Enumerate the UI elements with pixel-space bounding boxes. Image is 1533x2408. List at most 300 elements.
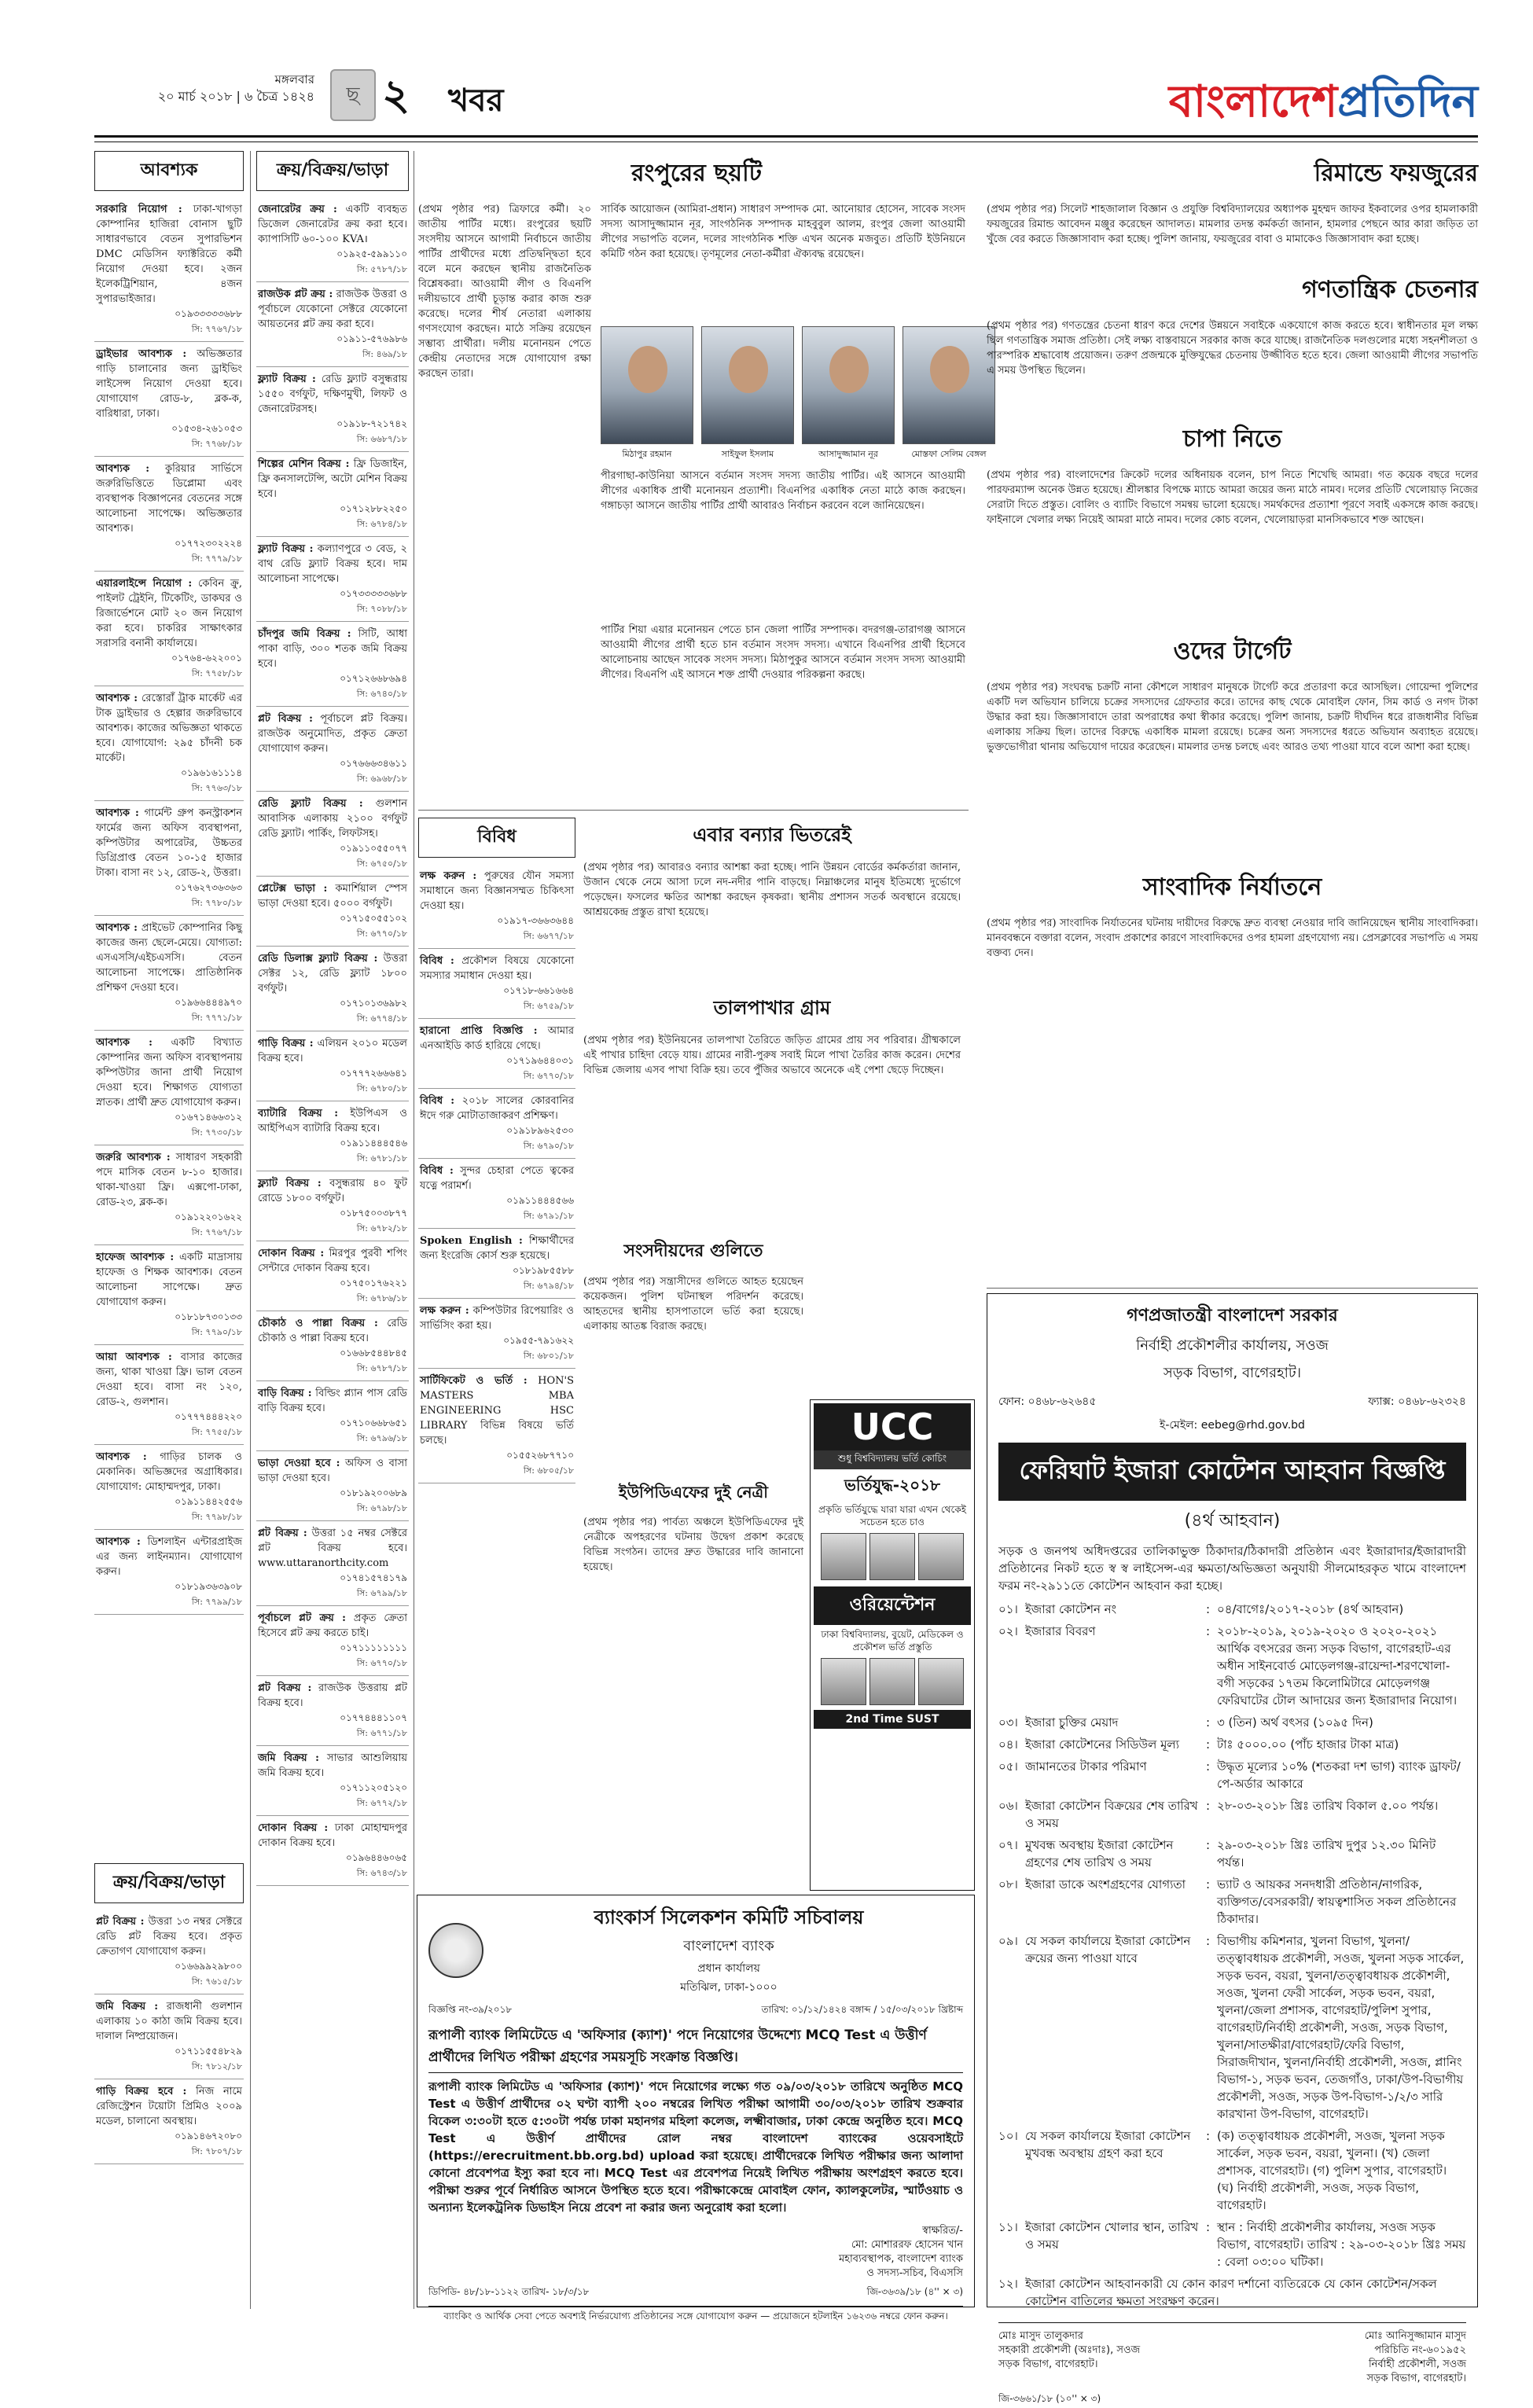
row-number: ১২।	[998, 2277, 1018, 2291]
row-separator: :	[1206, 2129, 1211, 2143]
ad-text: বিল্ডিং প্ল্যান পাস রেডি বাড়ি বিক্রয় হবে।	[258, 1388, 407, 1414]
ad-lead: ফ্ল্যাট বিক্রয় :	[258, 1178, 322, 1189]
ad-text: কম্পিউটার রিপেয়ারিং ও সার্ভিসিং করা হয়।	[420, 1305, 574, 1332]
signatory-office: সড়ক বিভাগ, বাগেরহাট।	[1366, 2373, 1466, 2384]
ad-text: কল্যাণপুরে ৩ বেড, ২ বাথ রেডি ফ্ল্যাট বিক্রয় হবে। দাম আলোচনা সাপেক্ষে।	[258, 543, 407, 585]
ad-code: সি: ৬৭৯০/১৮	[523, 1141, 574, 1151]
story-title: রংপুরের ছয়টি	[630, 160, 763, 187]
ad-lead: Spoken English :	[420, 1235, 523, 1247]
classified-ad	[94, 342, 244, 457]
ad-phone: ০১৭১৫০৫৫১০২	[340, 913, 407, 924]
row-value: ৩ (তিন) অর্থ বৎসর (১০৯৫ দিন)	[1217, 1715, 1373, 1730]
classified-ad	[256, 1311, 409, 1381]
column-divider	[250, 151, 251, 2309]
photo-caption: মোস্তফা সেলিম বেঙ্গল	[911, 449, 987, 459]
story-rangpur	[418, 151, 987, 803]
issue-date: ২০ মার্চ ২০১৮ | ৬ চৈত্র ১৪২৪	[157, 89, 314, 104]
story-title: এবার বন্যার ভিতরেই	[693, 823, 851, 846]
ad-lead: সরকারি নিয়োগ :	[96, 204, 182, 215]
classified-ad	[94, 1445, 244, 1530]
ad-text: একটি বিখ্যাত কোম্পানির জন্য অফিস ব্যবস্থাপনায় কম্পিউটার জানা প্রার্থী নিয়োগ দেওয়া হবে। শিক্ষাগত যোগ্যতা স্নাতক। প্রার্থী দ্রুত যোগাযোগ করুন।	[96, 1037, 242, 1108]
photo-caption: সাইফুল ইসলাম	[721, 449, 774, 459]
ad-phone: ০১৭৬২৭৩৬৩৬৩	[175, 882, 242, 893]
ad-lead: শিল্পের মেশিন বিক্রয় :	[258, 458, 350, 470]
row-separator: :	[1206, 1799, 1211, 1813]
classified-ad	[418, 949, 575, 1019]
ad-code: সি: ৬৭৭০/১৮	[356, 928, 407, 939]
row-label: যে সকল কার্যালয়ে ইজারা কোটেশন মুখবন্ধ অবস্থায় গ্রহণ করা হবে	[1025, 2129, 1191, 2160]
ad-lead: বিবিধ :	[420, 1095, 455, 1107]
classified-ad	[94, 1245, 244, 1345]
classified-ad	[256, 452, 409, 537]
classified-ad	[256, 622, 409, 707]
classified-ad	[418, 1299, 575, 1369]
ad-text: আমার এনআইডি কার্ড হারিয়ে গেছে।	[420, 1025, 574, 1052]
gov-sign-left	[998, 2329, 1140, 2386]
ad-text: অভিজ্ঞতার গাড়ি চালানোর জন্য ড্রাইভিং লাইসেন্স নিয়োগ দেওয়া হবে। যোগাযোগ রোড-৮, ব্লক-ক, বারিধারা, ঢাকা।	[96, 348, 242, 420]
ad-lead: ফ্ল্যাট বিক্রয় :	[258, 543, 314, 555]
classified-ad	[256, 367, 409, 452]
ad-phone: ০১৯১১৪৪৪৫৪৬	[340, 1138, 407, 1149]
student-photo	[869, 1658, 915, 1705]
ad-code: সি: ৬৭৭৪/১৮	[356, 1013, 407, 1024]
gov-table-row	[998, 1758, 1466, 1792]
gov-fax: ফ্যাক্স: ০৪৬৮-৬২৩২৪	[1368, 1395, 1466, 1408]
ad-lead: বিবিধ :	[420, 1165, 454, 1177]
ad-lead: ফ্ল্যাট বিক্রয় :	[258, 373, 316, 385]
ad-phone: ০১৭১১১১১১১১	[340, 1642, 407, 1653]
ad-phone: ০১৯১১৪৪৪৫৬৬	[506, 1195, 574, 1206]
ad-code: সি: ৭৭৯০/১৮	[191, 1327, 242, 1337]
classified-ad	[418, 864, 575, 949]
story-text: (প্রথম পৃষ্ঠার পর) সংঘবদ্ধ চক্রটি নানা কৌশলে সাধারণ মানুষকে টার্গেট করে প্রতারণা করে আসছিল। গোয়েন্দা পুলিশের একটি দল অভিযান চালিয়ে চক্রের সদস্যদের গ্রেফতার করে। তাদের কাছ থেকে মোবাইল ফোন, সিম কার্ড ও নগদ টাকা উদ্ধার করা হয়। জিজ্ঞাসাবাদে তারা অপরাধের কথা স্বীকার করেছে। পুলিশ জানায়, চক্রটি দীর্ঘদিন ধরে রাজধানীর বিভিন্ন এলাকায় সক্রিয় ছিল। তাদের বিরুদ্ধে একাধিক মামলা রয়েছে। চক্রের অন্য সদস্যদের ধরতে অভিযান অব্যাহত রয়েছে। ভুক্তভোগীরা থানায় অভিযোগ দায়ের করেছেন। মামলার তদন্ত চলছে এবং আরও তথ্য পাওয়া যাবে বলে আশা করা হচ্ছে।	[987, 682, 1478, 753]
story-text: (প্রথম পৃষ্ঠার পর) বাংলাদেশের ক্রিকেট দলের অধিনায়ক বলেন, চাপ নিতে শিখেছি আমরা। গত কয়েক বছরে দলের পারফরম্যান্স অনেক উন্নত হয়েছে। শ্রীলঙ্কার বিপক্ষে ম্যাচে আমরা জয়ের জন্য মাঠে নামব। দলের প্রতিটি খেলোয়াড় নিজের সেরাটা দিতে প্রস্তুত। বোলিং ও ব্যাটিং বিভাগে সমন্বয় ভালো হয়েছে। সমর্থকদের প্রত্যাশা পূরণে সবাই একসঙ্গে কাজ করছে। ফাইনালে খেলার লক্ষ্য নিয়েই আমরা মাঠে নামব। দলের কোচ বলেন, খেলোয়াড়রা মানসিকভাবে শক্ত আছেন।	[987, 469, 1478, 526]
notice-ref: বিজ্ঞপ্তি নং-৩৯/২০১৮	[428, 2004, 513, 2015]
section-logo-icon: ছ	[330, 69, 376, 121]
row-label: যে সকল কার্যালয়ে ইজারা কোটেশন ক্রয়ের জন্য পাওয়া যাবে	[1025, 1934, 1191, 1965]
ucc-text: ঢাকা বিশ্ববিদ্যালয়, বুয়েট, মেডিকেল ও প্রকৌশল ভর্তি প্রস্তুতি	[821, 1629, 964, 1653]
story-title: সংসদীয়দের গুলিতে	[623, 1241, 763, 1261]
ad-phone: ০১৭৭৪৪৪১১০৭	[340, 1712, 407, 1723]
ad-text: ঢাকা-খাগড়া কোম্পানির হাজিরা বোনাস ছুটি সাধারণভাবে বেতন সুপারভিশন DMC মেডিসিন ফ্যাক্টরিতে কর্মী নিয়োগ দেওয়া হবে। ২জন ইলেকট্রিশিয়ান, ৪জন সুপারভাইজার।	[96, 204, 242, 305]
signed-label: স্বাক্ষরিত/-	[922, 2225, 963, 2237]
classified-ad	[94, 1530, 244, 1615]
row-number: ০২।	[998, 1624, 1018, 1638]
gov-table-row	[998, 1797, 1466, 1832]
classified-ad	[94, 2079, 244, 2164]
photo-caption: মিঠাপুর রহমান	[622, 449, 672, 459]
story-title: ওদের টার্গেট	[1173, 638, 1292, 665]
row-number: ০৭।	[998, 1838, 1018, 1852]
ad-lead: বিবিধ :	[420, 955, 454, 967]
story-right	[601, 202, 987, 800]
student-photo	[821, 1533, 866, 1580]
ad-lead: জরুরি আবশ্যক :	[96, 1152, 171, 1164]
bank-office: প্রধান কার্যালয়	[697, 1962, 760, 1975]
student-photo	[918, 1658, 964, 1705]
row-separator: :	[1206, 1624, 1211, 1638]
ad-lead: রাজউক প্লট ক্রয় :	[258, 289, 333, 300]
row-label: ইজারা ডাকে অংশগ্রহণের যোগ্যতা	[1025, 1877, 1186, 1891]
ad-text: কুরিয়ার সার্ভিসে জরুরিভিত্তিতে ডিপ্লোমা এবং ব্যবস্থাপক বিজ্ঞাপনের বেতনের সঙ্গে আলোচনা সাপেক্ষে। অভিজ্ঞতার আবশ্যক।	[96, 463, 242, 535]
classified-ad	[256, 1101, 409, 1171]
ad-lead: লক্ষ করুন :	[420, 1305, 469, 1317]
ad-text: গার্মেন্ট গ্রুপ কনস্ট্রাকশন ফার্মের জন্য অফিস ব্যবস্থাপনা, কম্পিউটার অপারেটর, উচ্চতর ডিগ্রিপ্রাপ্ত বেতন ১০-১৫ হাজার টাকা। বাসা নং ১২, রোড-২, উত্তরা।	[96, 807, 242, 879]
student-photo	[821, 1658, 866, 1705]
person-image	[601, 326, 693, 444]
ad-code: সি: ৭৭৫৮/১৮	[191, 668, 242, 678]
ad-phone: ০১৭৩৩৩৩৩৬৮৮	[340, 588, 407, 599]
ad-phone: ০১৭১২৮৮২২৫০	[340, 503, 407, 514]
ucc-banner: ওরিয়েন্টেশন	[814, 1586, 971, 1625]
ad-lead: আবশ্যক :	[96, 1451, 147, 1463]
row-number: ০৪।	[998, 1737, 1018, 1752]
story-title: সাংবাদিক নির্যাতনে	[1142, 873, 1322, 901]
gov-table-row	[998, 1714, 1466, 1731]
row-value: (ক) তত্ত্বাবধায়ক প্রকৌশলী, সওজ, খুলনা সড়ক সার্কেল, সড়ক ভবন, বয়রা, খুলনা। (খ) জেলা প্রশাসক, বাগেরহাট। (গ) পুলিশ সুপার, বাগেরহাট। (ঘ) নির্বাহী প্রকৌশলী, সওজ, সড়ক বিভাগ, বাগেরহাট।	[1217, 2129, 1447, 2212]
gov-table-row	[998, 1623, 1466, 1709]
classified-ad	[256, 707, 409, 792]
ad-phone: ০১৯৬৪৪৬০৬৫	[346, 1852, 407, 1863]
ad-lead: রেডি ফ্ল্যাট বিক্রয় :	[258, 798, 363, 810]
ad-lead: জমি বিক্রয় :	[96, 2001, 159, 2013]
ad-phone: ০১৭১১৫৫৪৮২৯	[175, 2046, 242, 2057]
ad-phone: ০১৯৩৩৩৩৩৬৮৮	[175, 308, 242, 319]
classified-ad	[256, 1171, 409, 1241]
ad-lead: প্লট বিক্রয় :	[258, 713, 313, 725]
bank-recruitment-notice	[417, 1895, 975, 2322]
ad-lead: জমি বিক্রয় :	[258, 1752, 319, 1764]
ucc-tagline: শুধু বিশ্ববিদ্যালয় ভর্তি কোচিং	[814, 1450, 971, 1469]
row-number: ০৫।	[998, 1759, 1018, 1774]
row-value: বিভাগীয় কমিশনার, খুলনা বিভাগ, খুলনা/তত্ত্বাবধায়ক প্রকৌশলী, সওজ, খুলনা সড়ক সার্কেল, সড়ক ভবন, বয়রা, খুলনা/তত্ত্বাবধায়ক প্রকৌশলী, সওজ, খুলনা ফেরী সার্কেল, সড়ক ভবন, বয়রা, খুলনা/জেলা প্রশাসক, বাগেরহাট/পুলিশ সুপার, বাগেরহাট/নির্বাহী প্রকৌশলী, সওজ, সড়ক বিভাগ, খুলনা/সাতক্ষীরা/বাগেরহাট/ফেরি বিভাগ, সিরাজদীখান, খুলনা/নির্বাহী প্রকৌশলী, সওজ, প্লানিং বিভাগ-১, সড়ক ভবন, তেজগাঁও, ঢাকা/উপ-বিভাগীয় প্রকৌশলী, সওজ, সড়ক উপ-বিভাগ-১/২/৩ সারি কারখানা উপ-বিভাগ, বাগেরহাট।	[1217, 1934, 1465, 2121]
classified-ad	[256, 1241, 409, 1311]
ad-code: সি: ৬৯৬৮/১৮	[356, 774, 407, 784]
ad-lead: চৌকাঠ ও পাল্লা বিক্রয় :	[258, 1318, 378, 1329]
classified-ad	[256, 947, 409, 1031]
ad-code: জি-৩৬৩৯/১৮ (৪'' × ৩)	[866, 2286, 963, 2297]
classified-list	[256, 197, 409, 1886]
story-ode	[987, 629, 1478, 857]
ad-phone: ০১৬৭১৪৬৬৩১২	[175, 1112, 242, 1123]
person-image	[701, 326, 794, 444]
gov-phone: ফোন: ০৪৬৮-৬২৬৪৫	[998, 1395, 1097, 1408]
classified-list	[94, 197, 244, 1615]
ad-lead: রেডি ডিলাক্স ফ্ল্যাট বিক্রয় :	[258, 953, 378, 965]
ad-text: সুন্দর চেহারা পেতে ত্বকের যত্নে পরামর্শ।	[420, 1165, 575, 1192]
ad-phone: ০১৯৬১৬১১১৪	[181, 767, 242, 778]
ad-phone: ০১৭৬৬৬৩৪৬১১	[340, 758, 407, 769]
ad-phone: ০১৮১৯৩৬৩৯০৮	[175, 1581, 242, 1592]
photo-row	[601, 326, 987, 462]
classified-ad	[256, 537, 409, 622]
ad-phone: ০১৯১৭-৩৬৬৩৬৪৪	[497, 915, 574, 926]
signatory-name: মো: মোশাররফ হোসেন খান	[851, 2239, 963, 2251]
ad-code: সি: ৭৭৯৯/১৮	[191, 1597, 242, 1607]
ad-text: রাজধানী গুলশান এলাকায় ১০ কাঠা জমি বিক্রয় হবে। দালাল নিষ্প্রয়োজন।	[96, 2001, 243, 2042]
ucc-logo: UCC	[814, 1403, 971, 1450]
story-text: (প্রথম পৃষ্ঠার পর) গণতন্ত্রের চেতনা ধারণ করে দেশের উন্নয়নে সবাইকে একযোগে কাজ করতে হবে। স্বাধীনতার মূল লক্ষ্য ছিল গণতান্ত্রিক সমাজ প্রতিষ্ঠা। সেই লক্ষ্য বাস্তবায়নে সরকার কাজ করে যাচ্ছে। রাজনৈতিক দলগুলোর মধ্যে সহনশীলতা ও পারস্পরিক শ্রদ্ধাবোধ প্রয়োজন। তরুণ প্রজন্মকে মুক্তিযুদ্ধের চেতনায় উজ্জীবিত হতে হবে। জেলা আওয়ামী লীগের সভাপতি এ সময় উপস্থিত ছিলেন।	[987, 320, 1478, 377]
portrait-photo	[601, 326, 693, 462]
classified-list	[418, 864, 575, 1483]
bangladesh-bank-seal-icon	[428, 1923, 483, 1978]
ad-phone: ০১৮৭৫০০৩৮৭৭	[340, 1208, 407, 1219]
ad-text: ডিশলাইন এন্টারপ্রাইজ এর জন্য লাইনম্যান। যোগাযোগ করুন।	[96, 1536, 243, 1578]
classified-ad	[94, 1994, 244, 2079]
story-text: সার্বিক আয়োজন (আমিরা-প্রধান) সাধারণ সম্পাদক মো. আনোয়ার হোসেন, সাবেক সংসদ সদস্য আসাদুজ্জামান নূর, সাংগঠনিক সম্পাদক মাহবুবুল আলম, রংপুর জেলা আওয়ামী লীগের সভাপতি বলেন, দলের সাংগঠনিক শক্তি এখন অনেক মজবুত। প্রতিটি ইউনিয়নে কমিটি গঠন করা হয়েছে। তৃণমূলের নেতা-কর্মীরা ঐক্যবদ্ধ রয়েছেন।	[601, 204, 965, 260]
ad-code: সি: ৫৭৮৭/১৮	[356, 264, 407, 274]
ad-lead: প্লট বিক্রয় :	[96, 1916, 145, 1928]
classified-ad	[418, 1229, 575, 1299]
classified-ad	[94, 1910, 244, 1994]
ucc-text: প্রকৃতি ভর্তিযুদ্ধে যারা যারা এখন থেকেই সচেতন হতে চাও	[818, 1504, 966, 1528]
story-updf	[583, 1478, 803, 1887]
story-text: (প্রথম পৃষ্ঠার পর) পার্বত্য অঞ্চলে ইউপিডিএফের দুই নেত্রীকে অপহরণের ঘটনায় উদ্বেগ প্রকাশ করেছে বিভিন্ন সংগঠন। তাদের দ্রুত উদ্ধারের দাবি জানানো হয়েছে।	[583, 1516, 803, 1573]
person-image	[903, 326, 995, 444]
classified-ad	[256, 1521, 409, 1606]
gov-table	[998, 1601, 1466, 2310]
story-chapa	[987, 417, 1478, 621]
story-title: তালপাখার গ্রাম	[713, 996, 831, 1019]
ad-text: ফ্রি ডিজাইন, ফ্রি কনসালটেন্সি, অটো মেশিন বিক্রয় হবে।	[258, 458, 407, 500]
ad-phone: ০১৭১৮-৬৬১৬৬৪	[503, 985, 574, 996]
ad-code: সি: ৬৭৯৯/১৮	[356, 1588, 407, 1598]
story-text: পার্টির শিয়া এয়ার মনোনয়ন পেতে চান জেলা পার্টির সম্পাদক। বদরগঞ্জ-তারাগঞ্জ আসনে আওয়ামী লীগের প্রার্থী হতে চান বর্তমান সংসদ সদস্য। এখানে বিএনপির প্রার্থী হিসেবে আলোচনায় আছেন সাবেক সংসদ সদস্য। মিঠাপুকুর আসনে বর্তমান সংসদ সদস্য আওয়ামী লীগের। বিএনপি এই আসনে শক্ত প্রার্থী দেওয়ার পরিকল্পনা করছে।	[601, 624, 965, 681]
row-number: ১০।	[998, 2129, 1018, 2143]
coaching-ad	[810, 1399, 975, 1891]
ad-text: কেবিন ক্রু, পাইলট ট্রেইনি, টিকেটিং, ডাকঘর ও রিজার্ভেশনে মোট ২০ জন নিয়োগ করা হবে। চাকরির সাক্ষাৎকার সরাসরি বনানী কার্যালয়ে।	[96, 578, 242, 649]
story-columns	[418, 202, 987, 800]
ad-code: সি: ৭৭৫৫/১৮	[191, 1427, 242, 1437]
ad-code: সি: ৬৭৮২/১৮	[356, 1223, 407, 1233]
ad-code: সি: ৭০৮৮/১৮	[356, 604, 407, 614]
classified-ad	[418, 1369, 575, 1483]
ad-code: সি: ৬৭৮৬/১৮	[356, 1293, 407, 1303]
gov-sign-right	[1365, 2329, 1466, 2386]
ad-code: সি: ৬৬৭৭/১৮	[523, 931, 574, 941]
classified-ad	[256, 1031, 409, 1101]
story-text: (প্রথম পৃষ্ঠার পর) আবারও বন্যার আশঙ্কা করা হচ্ছে। পানি উন্নয়ন বোর্ডের কর্মকর্তারা জানান, উজান থেকে নেমে আসা ঢলে নদ-নদীর পানি বাড়ছে। নিম্নাঞ্চলের মানুষ ইতিমধ্যে দুর্ভোগে পড়েছেন। ফসলের ক্ষতির আশঙ্কা করছেন কৃষকরা। স্থানীয় প্রশাসন সতর্ক অবস্থানে রয়েছে। আশ্রয়কেন্দ্র প্রস্তুত রাখা হয়েছে।	[583, 862, 961, 918]
classified-header-buysell: ক্রয়/বিক্রয়/ভাড়া	[94, 1863, 244, 1903]
row-value: ভ্যাট ও আয়কর সনদধারী প্রতিষ্ঠান/নাগরিক, ব্যক্তিগত/বেসরকারী/ স্বায়ত্বশাসিত সকল প্রতিষ্ঠানের ঠিকাদার।	[1217, 1877, 1457, 1926]
row-value: ০৪/বাগেঃ/২০১৭-২০১৮ (৪র্থ আহবান)	[1217, 1602, 1404, 1616]
ad-phone: ০১৮১৯৮৫৫৮৮	[513, 1265, 574, 1276]
row-label: জামানতের টাকার পরিমাণ	[1025, 1759, 1147, 1774]
ad-lead: ড্রাইভার আবশ্যক :	[96, 348, 187, 360]
classified-ad	[418, 1019, 575, 1089]
row-number: ০৮।	[998, 1877, 1018, 1891]
ad-phone: ০১৯২৫-৫৯৯১১০	[336, 248, 407, 259]
story-talpakha	[583, 991, 961, 1226]
bank-name: বাংলাদেশ ব্যাংক	[683, 1938, 774, 1954]
masthead-rule	[94, 135, 1478, 138]
ad-phone: ০১৭৪১৫৭৪১৭৯	[340, 1572, 407, 1583]
ad-text: সিটি, আধা পাকা বাড়ি, ৩০০ শতক জমি বিক্রয় হবে।	[258, 628, 407, 670]
ad-code: সি: ৭৭৬৮/১৮	[191, 439, 242, 449]
misc-column	[418, 818, 575, 1887]
ad-code: সি: ৪৬৯/১৮	[362, 349, 407, 359]
ucc-photos	[814, 1658, 971, 1705]
ad-text: সাভার আশুলিয়ায় জমি বিক্রয় হবে।	[258, 1752, 407, 1779]
ad-code: সি: ৬৭৭০/১৮	[356, 1658, 407, 1668]
ad-text: এলিয়ন ২০১০ মডেল বিক্রয় হবে।	[258, 1038, 407, 1064]
ucc-footer: 2nd Time SUST	[814, 1710, 971, 1729]
ad-text: রেডি চৌকাঠ ও পাল্লা বিক্রয় হবে।	[258, 1318, 407, 1344]
ad-lead: আবশ্যক :	[96, 922, 138, 934]
signatory-name: মোঃ আনিসুজ্জামান মাসুদ	[1364, 2330, 1466, 2342]
ad-phone: ০১৮১৯২০০৬৮৯	[340, 1487, 407, 1498]
newspaper-brand	[1169, 68, 1478, 142]
photo-caption: আসাদুজ্জামান নূর	[818, 449, 878, 459]
ad-phone: ০১৯১১৪৪২৫৫৬	[175, 1496, 242, 1507]
row-value: ২৯-০৩-২০১৮ খ্রিঃ তারিখ দুপুর ১২.৩০ মিনিট পর্যন্ত।	[1217, 1838, 1436, 1869]
classified-ad	[256, 197, 409, 282]
ad-lead: গাড়ি বিক্রয় :	[258, 1038, 314, 1050]
row-label: ইজারা চুক্তির মেয়াদ	[1025, 1715, 1119, 1730]
ad-lead: হাফেজ আবশ্যক :	[96, 1252, 175, 1263]
ad-code: সি: ৬৭৮৪/১৮	[356, 519, 407, 529]
ad-phone: ০১৯১৮৯৬২৫৩০	[506, 1125, 574, 1136]
story-text: পীরগাছা-কাউনিয়া আসনে বর্তমান সংসদ সদস্য জাতীয় পার্টির। এই আসনে আওয়ামী লীগের একাধিক প্রার্থী মনোনয়ন প্রত্যাশী। বিএনপির একাধিক নেতা মাঠে কাজ করছেন। গঙ্গাচড়া আসনে জাতীয় পার্টির প্রার্থী আবারও নির্বাচন করবেন বলে জানিয়েছেন।	[601, 470, 965, 512]
row-value: ২৮-০৩-২০১৮ খ্রিঃ তারিখ বিকাল ৫.০০ পর্যন্ত।	[1217, 1799, 1439, 1813]
row-number: ০১।	[998, 1602, 1018, 1616]
ad-text: কমার্শিয়াল স্পেস ভাড়া দেওয়া হবে। ৫০০০ বর্গফুট।	[258, 883, 407, 910]
misc-header: বিবিধ	[418, 818, 575, 858]
ad-lead: এয়ারলাইন্সে নিয়োগ :	[96, 578, 193, 590]
ad-phone: ০১৯১৪৬৭২০৮০	[175, 2130, 242, 2141]
ad-text: একটি ব্যবহৃত ডিজেল জেনারেটর ক্রয় করা হবে। ক্যাপাসিটি ৬০-১০০ KVA।	[258, 204, 408, 245]
ad-text: পুরুষের যৌন সমস্যা সমাধানে জন্য বিজ্ঞানসম্মত চিকিৎসা দেওয়া হয়।	[420, 870, 575, 912]
ad-lead: ভাড়া দেওয়া হবে :	[258, 1458, 340, 1469]
ad-phone: ০১৫৩৪-২৬১০৫৩	[171, 423, 242, 434]
ad-text: গাড়ির চালক ও মেকানিক। অভিজ্ঞদের অগ্রাধিকার। যোগাযোগ: মোহাম্মদপুর, ঢাকা।	[96, 1451, 243, 1493]
ad-lead: ব্যাটারি বিক্রয় :	[258, 1108, 339, 1119]
weekday: মঙ্গলবার	[274, 72, 314, 86]
portrait-photo	[802, 326, 895, 462]
classified-ad	[94, 197, 244, 342]
gov-table-row	[998, 1876, 1466, 1928]
ad-code: সি: ৬৭৭১/১৮	[356, 1728, 407, 1738]
ad-lead: প্লট বিক্রয় :	[258, 1528, 307, 1539]
ad-text: উত্তরা সেক্টর ১২, রেডি ফ্ল্যাট ১৮০০ বর্গফুট।	[258, 953, 407, 994]
ad-phone: ০১৭১৯৬৪৪০৩১	[506, 1055, 574, 1066]
gov-title: গণপ্রজাতন্ত্রী বাংলাদেশ সরকার	[1127, 1305, 1338, 1325]
ad-code: সি: ৬৭৪৩/১৮	[356, 1868, 407, 1878]
row-separator: :	[1206, 2220, 1211, 2234]
ad-code: সি: ৬৭৪০/১৮	[356, 689, 407, 699]
classified-ad	[256, 1381, 409, 1451]
ad-code: সি: ৬৭৭০/১৮	[523, 1071, 574, 1081]
ad-lead: গাড়ি বিক্রয় হবে :	[96, 2086, 187, 2097]
ad-code: সি: ৭৮০৭/১৮	[191, 2146, 242, 2156]
story-title: চাপা নিতে	[1182, 425, 1282, 453]
ad-lead: দোকান বিক্রয় :	[258, 1822, 329, 1834]
gov-round: (৪র্থ আহবান)	[1184, 1511, 1281, 1531]
story-text: (প্রথম পৃষ্ঠার পর) ইউনিয়নের তালপাখা তৈরিতে জড়িত গ্রামের প্রায় সব পরিবার। গ্রীষ্মকালে এই পাখার চাহিদা বেড়ে যায়। গ্রামের নারী-পুরুষ সবাই মিলে পাখা তৈরির কাজ করেন। দেশের বিভিন্ন জেলায় এসব পাখা বিক্রি হয়। তবে পুঁজির অভাবে অনেকে এই পেশা ছেড়ে দিচ্ছেন।	[583, 1035, 961, 1076]
row-separator: :	[1206, 1759, 1211, 1774]
ad-phone: ০১৮১৮৭৩০১৩৩	[175, 1311, 242, 1322]
row-separator: :	[1206, 1737, 1211, 1752]
classified-ad	[94, 1031, 244, 1145]
ad-code: সি: ৬৭৭২/১৮	[356, 1798, 407, 1808]
bank-meta	[428, 2003, 963, 2019]
ad-code: সি: ৭৭৩০/১৮	[191, 1127, 242, 1138]
story-text: (প্রথম পৃষ্ঠার পর) সন্ত্রাসীদের গুলিতে আহত হয়েছেন কয়েকজন। পুলিশ ঘটনাস্থল পরিদর্শন করেছে। আহতদের স্থানীয় হাসপাতালে ভর্তি করা হয়েছে। এলাকায় আতঙ্ক বিরাজ করছে।	[583, 1276, 803, 1333]
classified-column-mid	[256, 151, 409, 2309]
notice-date: তারিখ: ০১/১২/১৪২৪ বঙ্গাব্দ / ১৫/০৩/২০১৮ খ্রিষ্টাব্দ	[761, 2004, 963, 2015]
row-label: ইজারা কোটেশনের সিডিউল মূল্য	[1025, 1737, 1179, 1752]
story-text: (প্রথম পৃষ্ঠার পর) সিলেট শাহজালাল বিজ্ঞান ও প্রযুক্তি বিশ্ববিদ্যালয়ের অধ্যাপক মুহম্মদ জাফর ইকবালের ওপর হামলাকারী ফয়জুরের রিমান্ড আবেদন মঞ্জুর করেছেন আদালত। মামলার তদন্ত কর্মকর্তা জানান, হামলার পেছনে আর কারা জড়িত তা খুঁজে বের করতে জিজ্ঞাসাবাদ করা হচ্ছে। পুলিশ জানায়, ফয়জুরের বাবা ও মামাকেও জিজ্ঞাসাবাদ করা হচ্ছে।	[987, 204, 1478, 245]
notice-signature	[428, 2224, 963, 2281]
ad-phone: ০১৯৬৬৪৪৪৯৭০	[175, 997, 242, 1008]
signatory-title: মহাব্যবস্থাপক, বাংলাদেশ ব্যাংক	[838, 2253, 963, 2265]
dpd-ref: ডিপিডি- ৪৮/১৮-১১২২ তারিখ- ১৮/৩/১৮	[428, 2286, 590, 2297]
date-block	[94, 71, 314, 105]
gov-table-row	[998, 1736, 1466, 1753]
row-separator: :	[1206, 1602, 1211, 1616]
bank-footer	[428, 2285, 963, 2301]
student-photo	[918, 1533, 964, 1580]
gov-table-row	[998, 2127, 1466, 2214]
ad-text: মিরপুর পুরবী শপিং সেন্টারে দোকান বিক্রয় হবে।	[258, 1248, 407, 1274]
row-value: টাঃ ৫০০০.০০ (পাঁচ হাজার টাকা মাত্র)	[1217, 1737, 1399, 1752]
ad-code: সি: ৬৭৯১/১৮	[523, 1211, 574, 1221]
ad-lead: বাড়ি বিক্রয় :	[258, 1388, 312, 1399]
ad-code: সি: ৭৭৮০/১৮	[191, 898, 242, 908]
ad-lead: আবশ্যক :	[96, 693, 138, 704]
gov-contact	[998, 1392, 1466, 1411]
ad-phone: ০১৭১২৬৬৮৬৯৪	[340, 673, 407, 684]
gov-table-row	[998, 1836, 1466, 1871]
ad-code: সি: ৬৭৯৪/১৮	[523, 1281, 574, 1291]
ad-text: প্রাইভেট কোম্পানির কিছু কাজের জন্য ছেলে-মেয়ে। যোগ্যতা: এসএসসি/এইচএসসি। বেতন আলোচনা সাপেক্ষে। প্রাতিষ্ঠানিক প্রশিক্ষণ দেওয়া হবে।	[96, 922, 242, 994]
classified-ad	[94, 457, 244, 572]
section-name: খবর	[448, 83, 504, 119]
classified-header: আবশ্যক	[94, 151, 244, 191]
classified-ad	[256, 1451, 409, 1521]
classified-ad	[94, 1345, 244, 1445]
signatory-id: পরিচিতি নং-৬০১৯৫২	[1374, 2344, 1466, 2356]
classified-ad	[256, 1606, 409, 1676]
brand-accent: প্রতিদিন	[1337, 75, 1478, 127]
row-separator: :	[1206, 1877, 1211, 1891]
ad-text: রেডি ফ্ল্যাট বসুন্ধরায় ১৫৫০ বর্গফুট, দক্ষিণমুখী, লিফট ও জেনারেটরসহ।	[258, 373, 407, 415]
classified-ad	[418, 1159, 575, 1229]
story-flood	[583, 818, 961, 983]
student-photo	[869, 1533, 915, 1580]
ad-text: বসুন্ধরায় ৪০ ফুট রোডে ১৮০০ বর্গফুট।	[258, 1178, 408, 1204]
ad-text: ইউপিএস ও আইপিএস ব্যাটারি বিক্রয় হবে।	[258, 1108, 407, 1134]
ad-code: সি: ৭৭৭৯/১৮	[191, 553, 242, 564]
page-number: ২	[382, 70, 410, 119]
gov-table-row	[998, 2275, 1466, 2310]
ad-code: সি: ৭৭৯৮/১৮	[191, 1512, 242, 1522]
ad-code: সি: ৭৮১২/১৮	[191, 2061, 242, 2072]
gov-table-row	[998, 1932, 1466, 2123]
page-number-box	[330, 66, 440, 124]
ad-phone: ০১৯১১০৫৫০৭৭	[340, 843, 407, 854]
row-value: উদ্ধৃত মূল্যের ১০% (শতকরা দশ ভাগ) ব্যাংক ড্রাফট/পে-অর্ডার আকারে	[1217, 1759, 1461, 1791]
story-title: রিমান্ডে ফয়জুরের	[1314, 160, 1478, 187]
ad-code: সি: ৬৮০১/১৮	[523, 1351, 574, 1361]
ad-text: সাধারণ সহকারী পদে মাসিক বেতন ৮-১০ হাজার। থাকা-খাওয়া ফ্রি। এক্সপো-ঢাকা, রোড-২৩, ব্লক-ক।	[96, 1152, 243, 1208]
bank-bottom-strip: ব্যাংকিং ও আর্থিক সেবা পেতে অবশ্যই নির্ভরযোগ্য প্রতিষ্ঠানের সঙ্গে যোগাযোগ করুন — প্রয়োজনে হটলাইন ১৬২৩৬ নম্বরে ফোন করুন।	[428, 2306, 963, 2325]
row-value: স্থান : নির্বাহী প্রকৌশলীর কার্যালয়, সওজ সড়ক বিভাগ, বাগেরহাট। তারিখ : ২৯-০৩-২০১৮ খ্রিঃ সময় : বেলা ০৩:০০ ঘটিকা।	[1217, 2220, 1466, 2269]
row-number: ০৩।	[998, 1715, 1018, 1730]
ad-text: HON'S MASTERS MBA ENGINEERING HSC LIBRARY বিভিন্ন বিষয়ে ভর্তি চলছে।	[420, 1375, 574, 1447]
ad-code: সি: ৭৭৬৭/১৮	[191, 1227, 242, 1237]
ad-phone: ০১৭৫০১৭৬২২১	[340, 1278, 407, 1289]
